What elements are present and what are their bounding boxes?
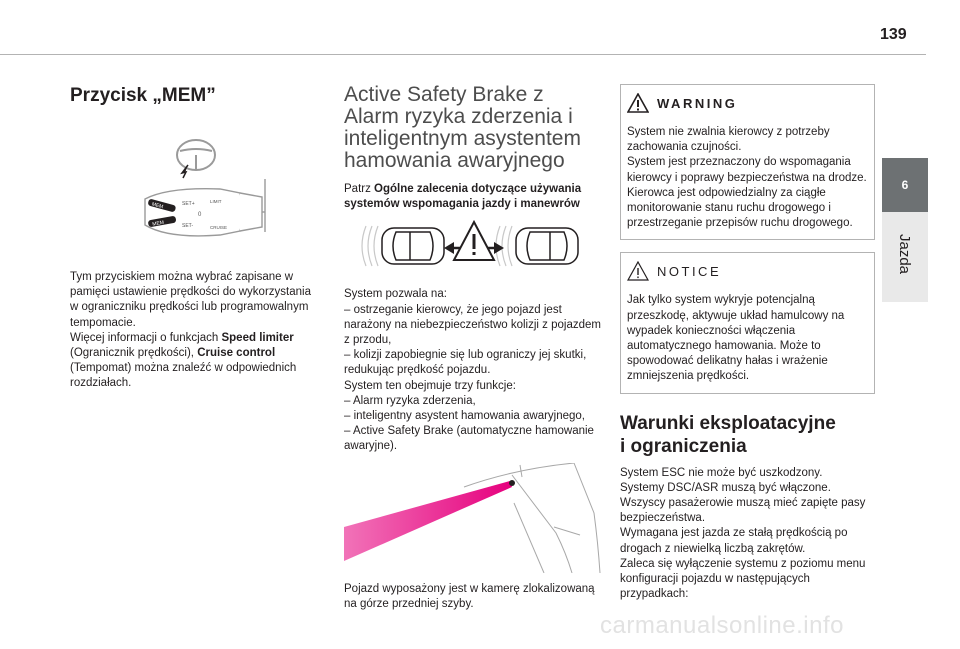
mem-label-top: MEM — [151, 201, 164, 211]
collision-warning-illustration — [344, 218, 602, 274]
warning-line-2: System jest przeznaczony do wspomagania kierowcy i poprawy bezpieczeństwa na drodze. — [627, 156, 867, 184]
mem-section — [70, 84, 320, 392]
notice-icon — [627, 261, 649, 281]
car-left-icon — [382, 228, 444, 264]
cruise-label: CRUISE — [210, 225, 228, 230]
chapter-number: 6 — [901, 178, 909, 192]
chapter-tab[interactable] — [882, 158, 928, 212]
set-minus-label: SET- — [182, 223, 194, 229]
conditions-text: System ESC nie może być uszkodzony. Systemy DSC/ASR muszą być włączone. Wszyscy pasażerowie muszą mieć zapięte pasy bezpieczeństwa. Wymagana jest jazda ze stałą prędkością po drogach z niewielką liczbą zakrętów. Zaleca się wyłączenie systemu z poziomu menu konfiguracji pojazdu w następujących przypadkach: — [620, 466, 866, 601]
warning-icon — [627, 93, 649, 113]
steering-wheel-icon — [177, 140, 215, 170]
mem-stalk-illustration — [70, 117, 320, 257]
mem-label-bottom: MEM — [151, 219, 165, 228]
mem-paragraph-1: Tym przyciskiem można wybrać zapisane w pamięci ustawienie prędkości do wykorzystania w ograniczniku prędkości lub programowalnym tempomacie. — [70, 271, 311, 329]
mem-title: Przycisk „MEM” — [70, 85, 216, 106]
asb-reference: Patrz Ogólne zalecenia dotyczące używania systemów wspomagania jazdy i manewrów — [344, 183, 582, 211]
watermark: carmanualsonline.info — [600, 612, 844, 639]
asb-section — [344, 84, 602, 612]
set-plus-label: SET+ — [182, 201, 195, 207]
right-column — [620, 84, 875, 602]
mem-paragraph-2: Więcej informacji o funkcjach Speed limiter (Ogranicznik prędkości), Cruise control (Tempomat) można znaleźć w odpowiednich rozdziałach. — [70, 331, 297, 390]
limit-label: LIMIT — [210, 199, 222, 204]
conditions-title: Warunki eksploatacyjne i ograniczenia — [620, 412, 836, 457]
warning-line-3: Kierowca jest odpowiedzialny za ciągłe monitorowanie stanu ruchu drogowego i przestrzeganie przepisów ruchu drogowego. — [627, 186, 853, 230]
asb-description: System pozwala na: – ostrzeganie kierowcy, że jego pojazd jest narażony na niebezpieczeństwo kolizji z pojazdem z przodu, – kolizji zapobiegnie się lub ograniczy jej skutki, redukując prędkość pojazdu. System ten obejmuje trzy funkcje: – Alarm ryzyka zderzenia, – inteligentny asystent hamowania awaryjnego, – Active Safety Brake (automatyczne hamowanie awaryjne). — [344, 288, 601, 453]
notice-text: Jak tylko system wykryje potencjalną przeszkodę, aktywuje układ hamulcowy na wypadek konieczności włączenia automatycznego hamowania. Może to spowodować delikatny hałas i wrażenie zmniejszenia prędkości. — [627, 294, 845, 383]
camera-icon — [509, 480, 515, 486]
car-right-icon — [516, 228, 578, 264]
arrow-left-icon — [444, 242, 454, 254]
warning-title: WARNING — [657, 95, 738, 111]
windshield-camera-illustration — [344, 463, 602, 573]
asb-title: Active Safety Brake z Alarm ryzyka zderzenia i inteligentnym asystentem hamowania awaryjnego — [344, 83, 581, 172]
warning-box — [620, 84, 875, 240]
notice-box — [620, 252, 875, 393]
warning-line-1: System nie zwalnia kierowcy z potrzeby zachowania czujności. — [627, 126, 830, 154]
camera-beam — [344, 481, 512, 561]
page-number: 139 — [880, 26, 907, 43]
header-rule — [0, 54, 926, 55]
zero-label: 0 — [198, 212, 202, 218]
camera-text: Pojazd wyposażony jest w kamerę zlokalizowaną na górze przedniej szyby. — [344, 582, 595, 610]
chapter-label: Jazda — [896, 233, 913, 275]
notice-title: NOTICE — [657, 263, 722, 279]
warning-triangle-icon — [454, 222, 494, 260]
